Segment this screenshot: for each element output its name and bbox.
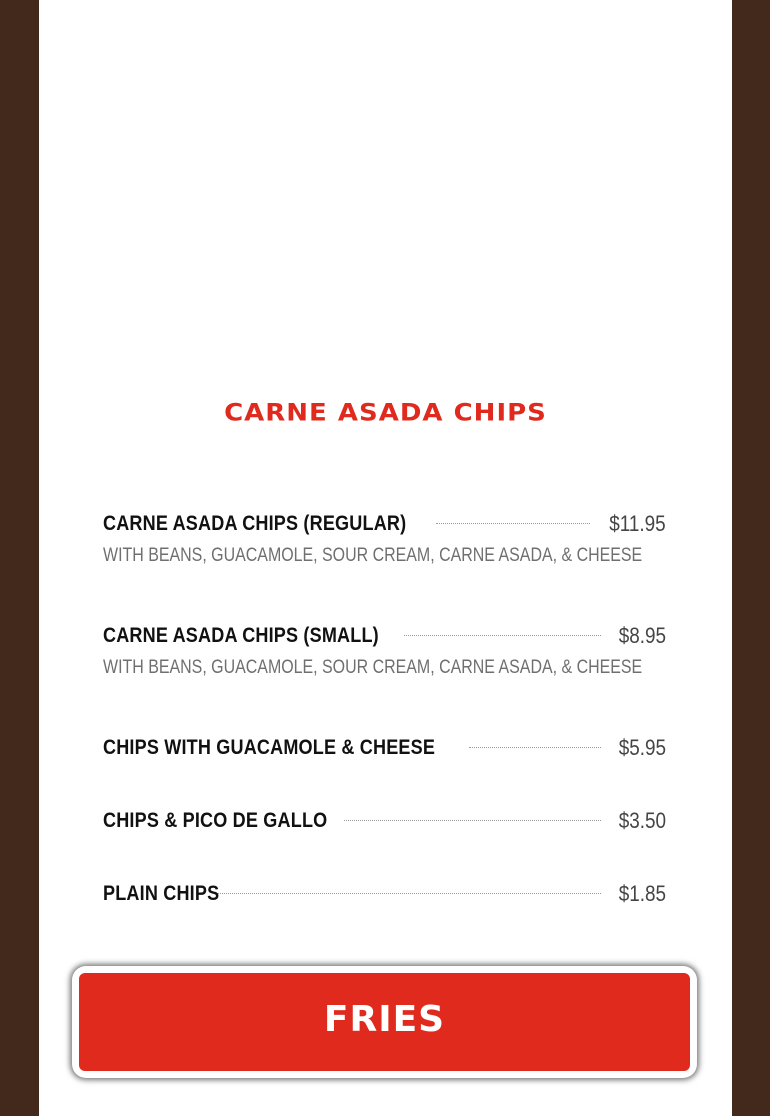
fries-section-button-label: FRIES <box>323 999 446 1040</box>
menu-item <box>103 621 666 679</box>
item-description: WITH BEANS, GUACAMOLE, SOUR CREAM, CARNE ASADA, & CHEESE <box>103 657 643 678</box>
dotted-leader <box>218 893 601 894</box>
item-name: PLAIN CHIPS <box>103 882 220 905</box>
item-name: CHIPS & PICO DE GALLO <box>103 809 328 832</box>
item-name: CHIPS WITH GUACAMOLE & CHEESE <box>103 736 436 759</box>
dotted-leader <box>469 747 601 748</box>
dotted-leader <box>344 820 601 821</box>
item-name: CARNE ASADA CHIPS (SMALL) <box>103 624 379 647</box>
section-title: CARNE ASADA CHIPS <box>224 399 547 427</box>
item-name: CARNE ASADA CHIPS (REGULAR) <box>103 512 407 535</box>
item-price: $11.95 <box>609 511 666 536</box>
menu-item <box>103 733 666 763</box>
menu-item <box>103 806 666 836</box>
menu-item <box>103 879 666 909</box>
item-price: $8.95 <box>618 623 666 648</box>
item-price: $5.95 <box>618 735 666 760</box>
item-price: $3.50 <box>618 808 666 833</box>
menu-item <box>103 509 666 567</box>
fries-section-button[interactable] <box>72 966 697 1078</box>
dotted-leader <box>436 523 591 524</box>
fries-section-button-face[interactable] <box>79 973 690 1071</box>
menu-panel <box>39 0 732 1116</box>
item-price: $1.85 <box>618 881 666 906</box>
dotted-leader <box>404 635 601 636</box>
item-description: WITH BEANS, GUACAMOLE, SOUR CREAM, CARNE ASADA, & CHEESE <box>103 545 643 566</box>
